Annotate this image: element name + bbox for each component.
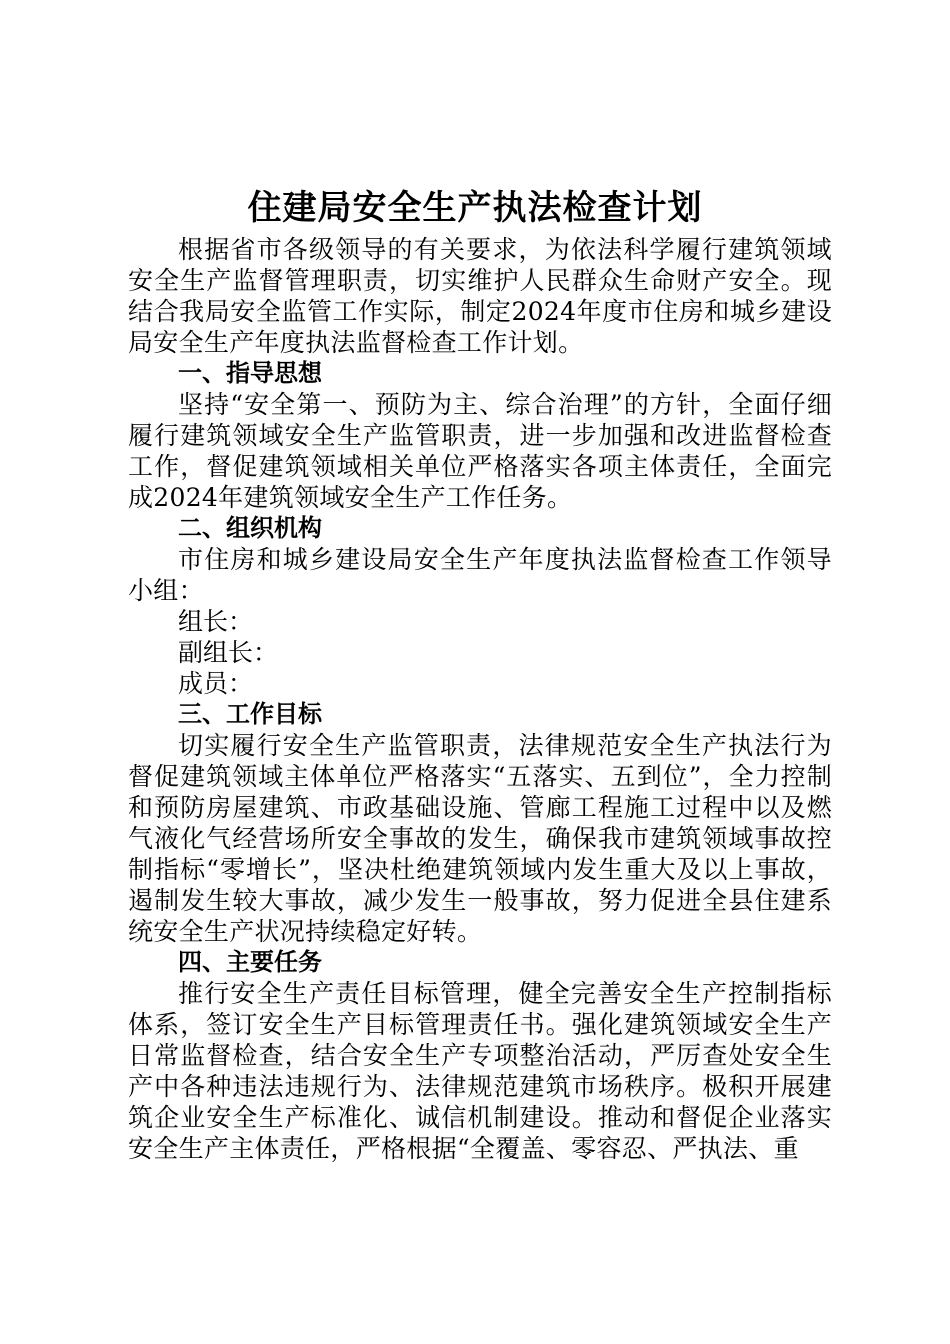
section-paragraph-work-goals: 切实履行安全生产监管职责，法律规范安全生产执法行为督促建筑领域主体单位严格落实“五落实、五到位”，全力控制和预防房屋建筑、市政基础设施、管廊工程施工过程中以及燃气液化气经营场所安全事故的发生，确保我市建筑领域事故控制指标“零增长”，坚决杜绝建筑领域内发生重大及以上事故，遏制发生较大事故，减少发生一般事故，努力促进全县住建系统安全生产状况持续稳定好转。	[128, 731, 832, 946]
section-heading-organization: 二、组织机构	[178, 514, 322, 542]
deputy-leader-line: 副组长：	[178, 638, 279, 667]
leader-line: 组长：	[178, 607, 254, 636]
intro-paragraph: 根据省市各级领导的有关要求，为依法科学履行建筑领域安全生产监督管理职责，切实维护人民群众生命财产安全。现结合我局安全监管工作实际，制定2024年度市住房和城乡建设局安全生产年度执法监督检查工作计划。	[128, 235, 832, 357]
section-paragraph-guiding-ideology: 坚持“安全第一、预防为主、综合治理”的方针，全面仔细履行建筑领域安全生产监管职责，进一步加强和改进监督检查工作，督促建筑领域相关单位严格落实各项主体责任，全面完成2024年建筑领域安全生产工作任务。	[128, 390, 832, 512]
document-body	[128, 234, 832, 1164]
section-heading-main-tasks: 四、主要任务	[178, 948, 322, 976]
members-line: 成员：	[178, 669, 254, 698]
section-heading-guiding-ideology: 一、指导思想	[178, 359, 322, 387]
section-heading-work-goals: 三、工作目标	[178, 700, 322, 728]
section-paragraph-organization: 市住房和城乡建设局安全生产年度执法监督检查工作领导小组：	[128, 545, 832, 605]
section-paragraph-main-tasks: 推行安全生产责任目标管理，健全完善安全生产控制指标体系，签订安全生产目标管理责任书。强化建筑领域安全生产日常监督检查，结合安全生产专项整治活动，严厉查处安全生产中各种违法违规行为、法律规范建筑市场秩序。极积开展建筑企业安全生产标准化、诚信机制建设。推动和督促企业落实安全生产主体责任，严格根据“全覆盖、零容忍、严执法、重	[128, 979, 832, 1163]
document-title: 住建局安全生产执法检查计划	[247, 188, 703, 228]
